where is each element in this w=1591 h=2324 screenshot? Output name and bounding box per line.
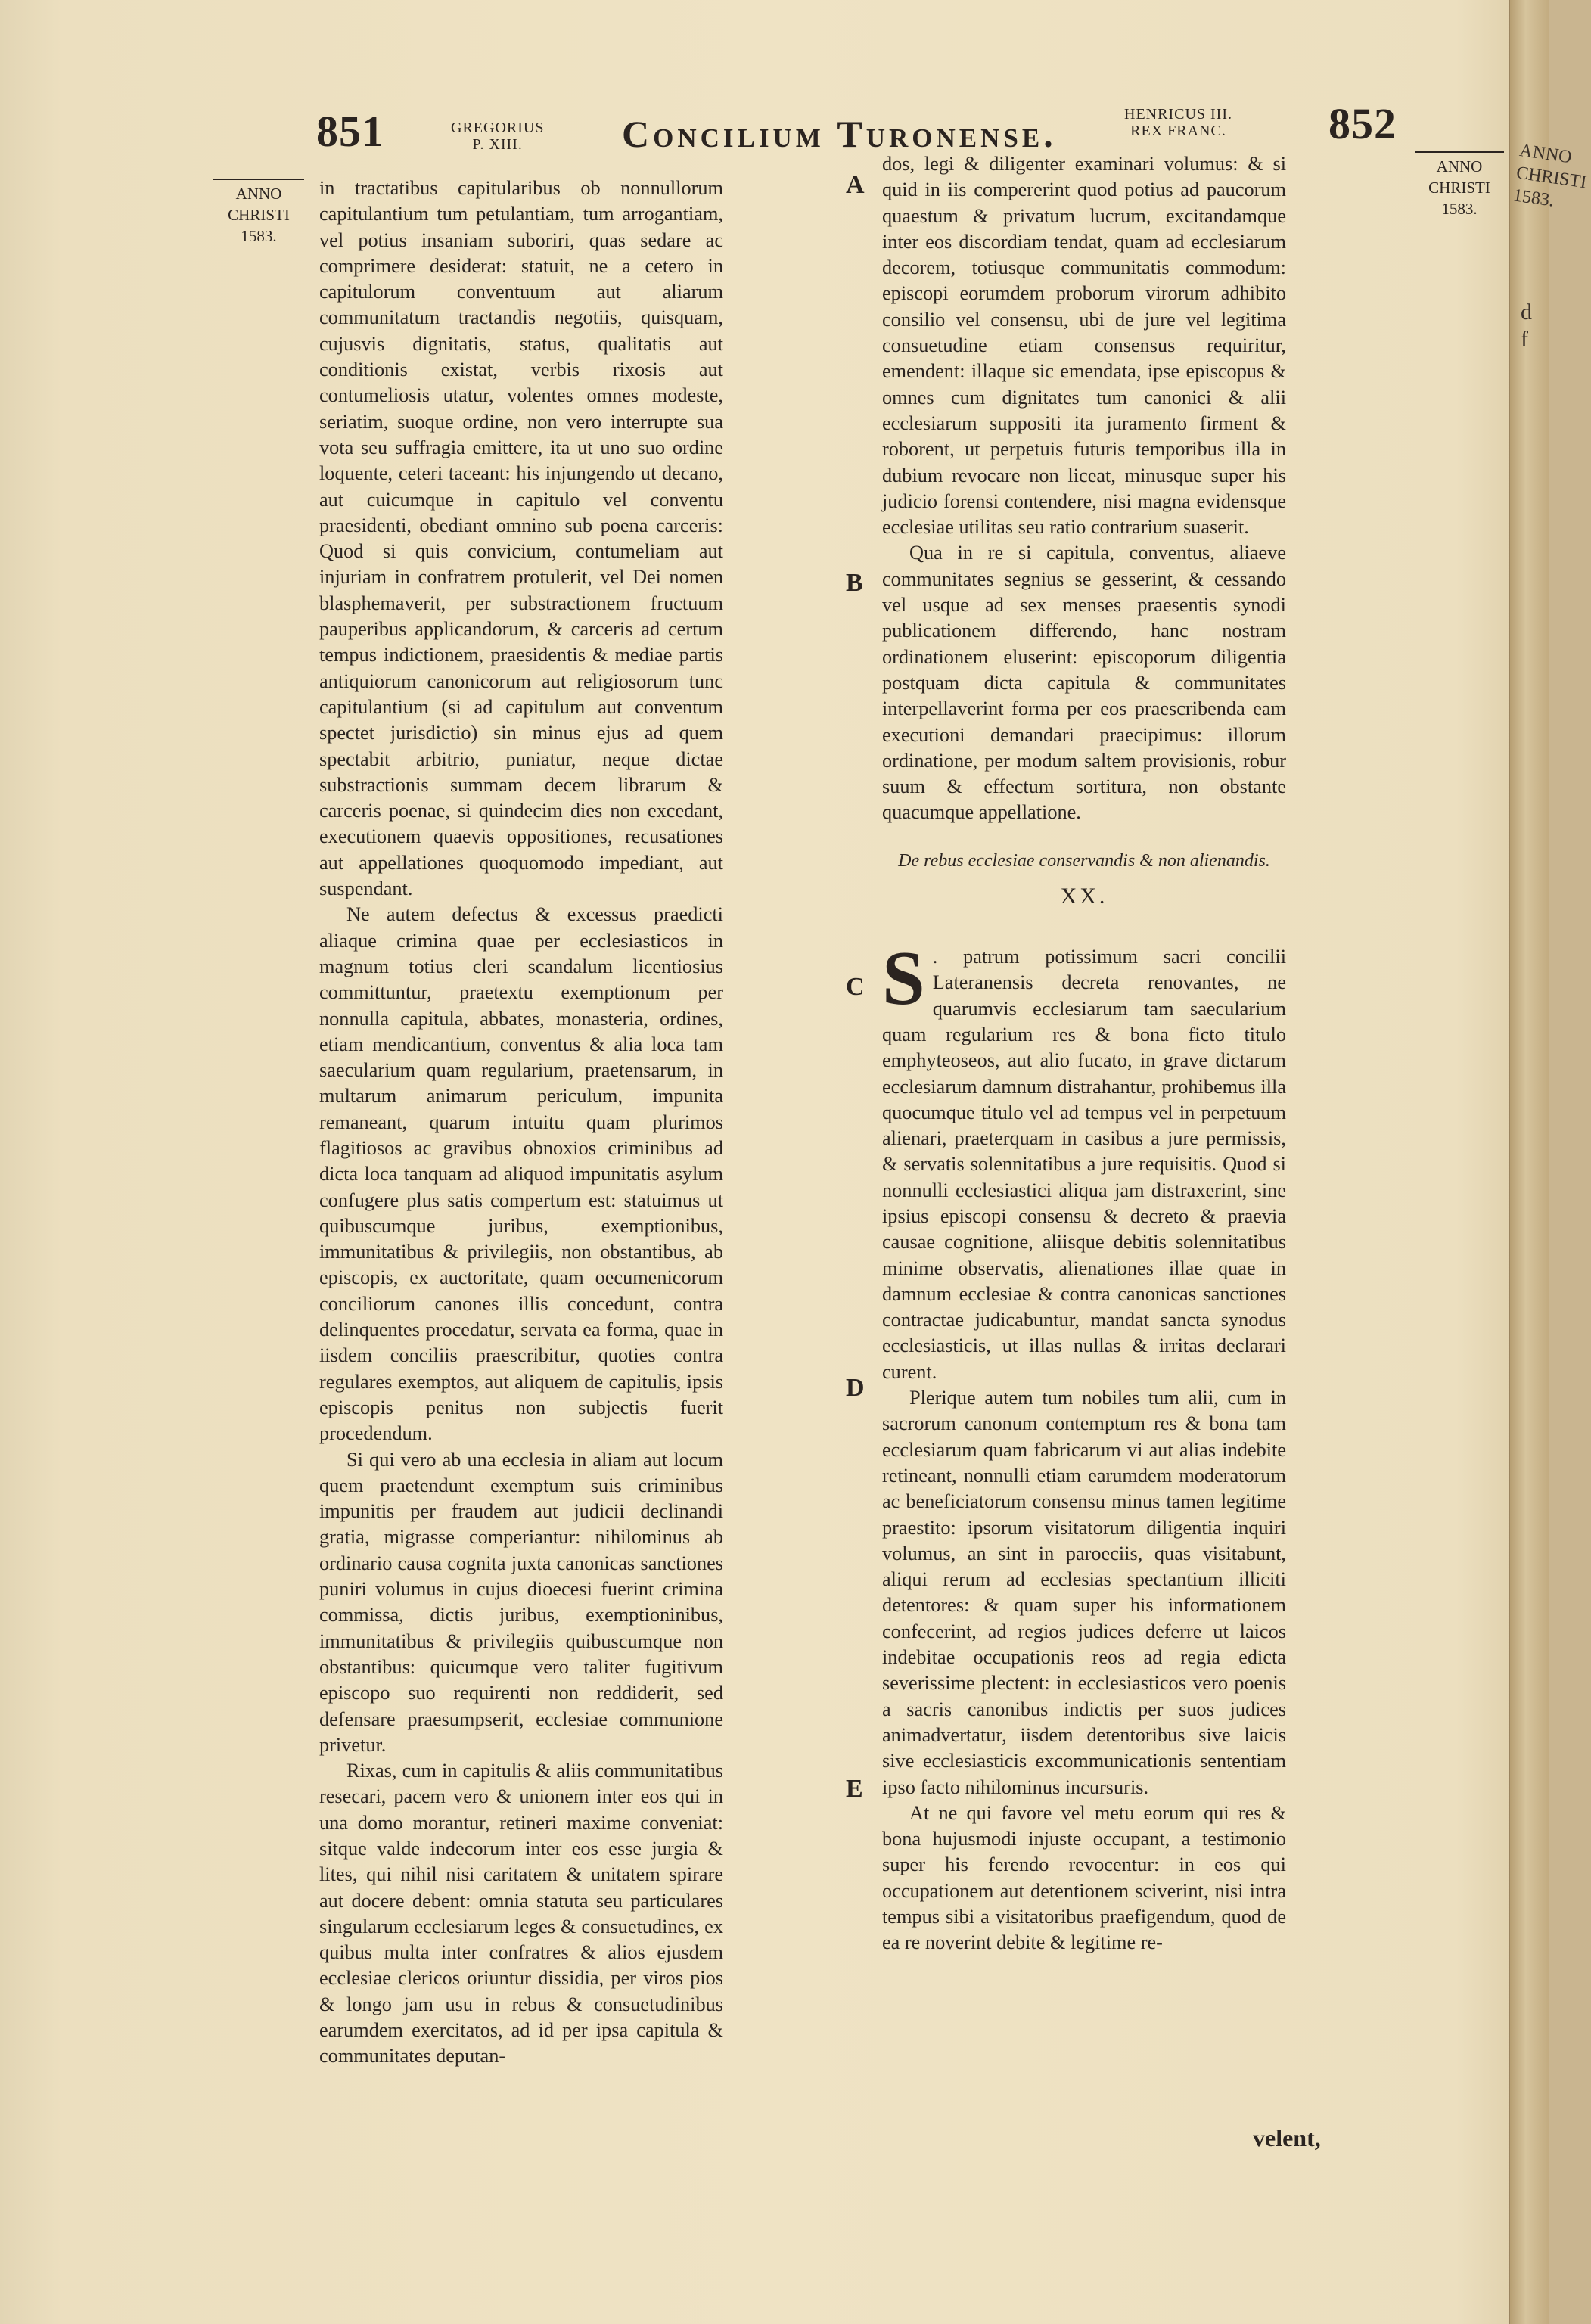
margin-rule [213, 179, 304, 180]
margin-rule [1415, 151, 1504, 153]
margin-year: 1583. [241, 227, 277, 245]
paragraph: Qua in re si capitula, conventus, aliaeve communitates segnius se gesserint, & cessando vel usque ad sex menses praesentis synodi publicationem differendo, hanc nostram ordinationem eluserint: episcoporum diligentia postquam dicta capitula & communitates interpellaverint forma per eos praescribenda eam executioni demandari praecipimus: illorum ordinatione, per modum saltem provisionis, robur suum & effectum sortitura, non obstante quacumque appellatione. [882, 542, 1286, 824]
next-page-edge [1509, 0, 1588, 2324]
paragraph: At ne qui favore vel metu eorum qui res & bona hujusmodi injuste occupant, a testimonio super his ferendo revocentur: in eos qui occupationem aut detentionem sciverint, nisi intra tempus sibi a visitatoribus praefigendum, quod de ea re noverint debite & legitime re- [882, 1801, 1286, 1954]
paragraph: in tractatibus capitularibus ob nonnullorum capitulantium tum petulantiam, tum arrogantiam, vel potius insaniam suboriri, quas sedare ac comprimere desiderat: statuit, ne a cetero in capitulorum conventuum aut aliarum communitatum tractandis negotiis, quisquam, cujusvis dignitatis, status, qualitatis aut conditionis existat, verbis rixosis aut contumeliosis utatur, volentes omnes modeste, seriatim, suoque ordine, non vero interrupte sua vota seu suffragia emittere, ita ut uno suo ordine loquente, ceteri taceant: his injungendo ut decano, aut cuicumque in capitulo vel conventu praesidenti, obediant omnino sub poena carceris: Quod si quis convicium, contumeliam aut injuriam in confratrem protulerit, vel Dei nomen blasphemaverit, per substractionem fructuum pauperibus applicandorum, & carceris ad certum tempus indictionem, praesidentis & mediae partis antiquiorum canonicorum aut religiosorum tunc capitulantium (si ad capitulum aut conventum spectet jurisdictio) sin minus ejus ad quem spectabit arbitrio, puniatur, neque dictae substractionis summam decem librarum & carceris poenae, si quindecim dies non excedant, executionem quaevis oppositiones, recusationes aut appellationes quoquomodo impediant, aut suspendant. [319, 177, 723, 900]
right-page-number: 852 [1328, 99, 1397, 148]
paragraph: dos, legi & diligenter examinari volumus: & si quid in iis compererint quod potius ad paucorum quaestum & privatum lucrum, excitandamque inter eos discordiam tendat, quam ad ecclesiarum decorem, totiusque communitatis commodum: episcopi eorumdem proborum virorum adhibito consilio vel consensu, ubi de jure vel legitima consuetudine etiam consensus requiritur, emendent: illaque sic emendata, ipse episcopus & omnes cum dignitates tum canonici & alii ecclesiarum suppositi ita juramento firment & roborent, ut perpetuis futuris temporibus illa in dubium revocare non liceat, minusque super his judicio forensi contendere, nisi magna evidensque ecclesiae utilitas seu ratio contrarium suaserit. [882, 153, 1286, 539]
section-letter-b: B [846, 569, 863, 597]
margin-year: 1583. [1441, 200, 1478, 218]
section-letter-d: D [846, 1374, 865, 1402]
page-title: Concilium Turonense. [622, 113, 1057, 155]
paragraph: Ne autem defectus & excessus praedicti aliaque crimina quae per ecclesiasticos in magnum totius cleri scandalum licentiosius committuntur, praetextu exemptionum per nonnulla capitula, abbates, monasteria, ordines, etiam mendicantium, conventus & alia loca tam saecularium quam regularium, praetensarum, in multarum animarum periculum, impunita remaneant, quarum intuitu quam plurimos flagitiosos ac gravibus obnoxios criminibus ad dicta loca tanquam ad aliquod impunitatis asylum confugere plus satis compertum est: statuimus ut quibuscumque juribus, exemptionibus, immunitatibus & privilegiis, non obstantibus, ab episcopis, ex auctoritate, quam oecumenicorum conciliorum canones illis concedunt, contra delinquentes procedatur, servata ea forma, quae in iisdem conciliis praescribitur, quoties contra regulares exemptos, aut aliquem de capitulis, ipsis episcopis penitus non subjectis fuerit procedendum. [319, 903, 723, 1445]
catchword: velent, [1253, 2124, 1321, 2152]
margin-note-left [213, 179, 304, 247]
paragraph: Plerique autem tum nobiles tum alii, cum in sacrorum canonum contemptum res & bona tam ecclesiarum quam fabricarum vi aut alias indebite retineant, nonnulli etiam earumdem moderatorum ac beneficiatorum consensu minus tamen legitime praestito: ipsorum visitatorum diligentia inquiri volumus, an sint in paroeciis, quas visitabunt, aliqui rerum ad ecclesias spectantium illiciti detentores: & quam super his informationem confecerint, ad regios judices deferre ut laicos indebitae occupationis reos ad regia edicta severissime plectent: in ecclesiasticos vero poenis a sacris canonibus indictis per suos judices animadvertatur, iisdem detentoribus sive laicis sive ecclesiasticis excommunicationis sententiam ipso facto nihilominus incursuris. [882, 1387, 1286, 1798]
section-letter-e: E [846, 1775, 863, 1803]
margin-christi: CHRISTI [1428, 179, 1490, 197]
margin-anno: ANNO [1436, 157, 1483, 176]
edge-fragment: f [1521, 327, 1528, 352]
edge-fragment: d [1521, 300, 1532, 325]
section-letter-c: C [846, 973, 865, 1001]
paragraph: Rixas, cum in capitulis & aliis communitatibus resecari, pacem vero & unionem inter eos qui in una domo morantur, retineri maxime conveniat: sitque valde indecorum inter eos esse jurgia & lites, qui nihil nisi caritatem & unitatem spirare aut docere debent: omnia statuta seu particulares singularum ecclesiarum leges & consuetudines, ex quibus multa inter confratres & alios ejusdem ecclesiae clericos oriuntur dissidia, per viros pios & longo jam usu in rebus & consuetudinibus earumdem exercitatos, ad id per ipsa capitula & communitates deputan- [319, 1760, 723, 2068]
section-letter-a: A [846, 171, 865, 199]
paragraph: Si qui vero ab una ecclesia in aliam aut locum quem praetendunt exemptum suis criminibus impunitis per fraudem aut judicii declinandi gratia, migrasse comperiantur: nihilominus ab ordinario causa cognita juxta canonicas sanctiones puniri volumus in cujus dioecesi fuerint crimina commissa, dictis juribus, exemptioninibus, immunitatibus & privilegiis quibuscumque non obstantibus: quicumque vero taliter fugitivum episcopo suo requirenti non reddiderit, sed defensare praesumpserit, ecclesiae communione privetur. [319, 1448, 723, 1756]
margin-anno: ANNO [235, 185, 282, 203]
section-number: XX. [1060, 883, 1108, 909]
paragraph [882, 936, 1286, 1385]
running-head-line: REX FRANC. [1130, 123, 1226, 139]
paragraph-text: . patrum potissimum sacri concilii Lateranensis decreta renovantes, ne quarumvis ecclesiarum tam saecularium quam regularium res & bona ficto titulo emphyteoseos, aut alio fucato, in grave dictarum ecclesiarum damnum distrahantur, prohibemus illa quocumque titulo vel ad tempus vel in perpetuum alienari, praeterquam in casibus a jure permissis, & servatis solennitatibus a jure requisitis. Quod si nonnulli ecclesiastici aliqua jam distraxerint, sine ipsius episcopi consensu & decreto & praevia causae cognitione, aliisque debitis solennitatibus minime observatis, alienationes illae quae in damnum ecclesiae & contra canonicas sanctiones contractae judicabuntur, mandat sancta synodus ecclesiasticis, ut illas nullas & irritas declarari curent. [882, 946, 1286, 1383]
running-head-line: GREGORIUS [451, 120, 545, 136]
margin-christi: CHRISTI [228, 206, 290, 224]
right-running-head [1124, 106, 1232, 139]
section-title: De rebus ecclesiae conservandis & non alienandis. [898, 850, 1270, 871]
running-head-line: P. XIII. [472, 136, 523, 153]
edge-anno-line: ANNO [1518, 140, 1574, 168]
margin-note-right [1415, 151, 1504, 219]
edge-anno [1512, 139, 1591, 216]
running-head-line: HENRICUS III. [1124, 106, 1232, 123]
right-column [882, 151, 1286, 1956]
edge-anno-line: CHRISTI [1515, 163, 1588, 193]
edge-anno-line: 1583. [1512, 185, 1555, 211]
left-page-number: 851 [316, 107, 384, 156]
left-column [319, 176, 723, 2070]
left-running-head [451, 120, 544, 153]
drop-cap: S [882, 936, 925, 1022]
